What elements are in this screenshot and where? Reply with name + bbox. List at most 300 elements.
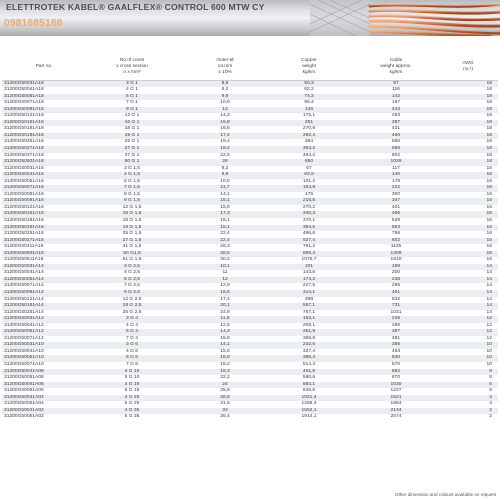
cable-weight-cell: 387 xyxy=(348,120,444,127)
copper-weight-cell: 683,1 xyxy=(270,382,348,389)
cores-cell: 5 G 16 xyxy=(124,388,140,394)
outer-diameter-cell: 24,8 xyxy=(220,309,230,315)
cable-weight-cell: 140 xyxy=(348,172,444,179)
copper-weight-cell: 154,8 xyxy=(270,185,348,192)
cores-cell: 3 G 4 xyxy=(84,316,180,323)
part-no-cell: 31200G50051A06 xyxy=(4,388,44,394)
cores-cell: 50 G 1 xyxy=(84,159,180,166)
outer-diameter-cell: 11 xyxy=(222,270,228,276)
awg-cell: 10 xyxy=(444,355,498,362)
outer-diameter-cell: 24 xyxy=(180,382,270,389)
part-no-cell: 31200G50051A14 xyxy=(2,277,84,284)
cores-cell: 61 G 1,5 xyxy=(122,257,142,263)
awg-cell: 18 xyxy=(486,100,492,106)
cable-weight-cell: 731 xyxy=(348,303,444,310)
copper-weight-cell: 365,9 xyxy=(302,335,316,341)
cores-cell: 18 G 1,5 xyxy=(122,217,142,223)
part-no-cell: 31200G50271A18 xyxy=(2,146,84,153)
copper-weight-cell: 340,3 xyxy=(270,211,348,218)
part-no-cell: 31200G50051A10 xyxy=(2,355,84,362)
outer-diameter-cell: 14,3 xyxy=(220,113,230,119)
outer-diameter-cell: 19,3 xyxy=(180,369,270,376)
footnote: Other dimension and colours available on request xyxy=(394,492,496,497)
cable-weight-cell: 496 xyxy=(348,211,444,218)
part-no-cell: 31200G50071A10 xyxy=(4,362,44,368)
copper-weight-cell: 761,2 xyxy=(302,244,316,250)
part-no-cell: 31200G50071A16 xyxy=(2,185,84,192)
part-no-cell: 31200G50191A18 xyxy=(2,133,84,140)
cable-weight-cell: 169 xyxy=(348,264,444,271)
outer-diameter-cell: 26,3 xyxy=(220,244,230,250)
outer-diameter-cell: 11,7 xyxy=(180,185,270,192)
cores-cell: 7 G 2,5 xyxy=(123,283,141,289)
part-no-cell: 31200G50071A14 xyxy=(4,283,44,289)
cores-cell: 25 G 1 xyxy=(124,139,140,145)
part-no-cell: 31200G50051A16 xyxy=(4,178,44,184)
awg-cell: 18 xyxy=(444,107,498,114)
part-no-cell: 31200G50121A16 xyxy=(4,204,44,210)
awg-cell: 6 xyxy=(489,388,492,394)
outer-diameter-cell: 31,5 xyxy=(220,401,230,407)
awg-cell: 2 xyxy=(444,408,498,415)
column-header-cores: No of cores x cross section n x mm² xyxy=(84,54,180,80)
copper-weight-cell: 62,2 xyxy=(304,87,314,93)
outer-diameter-cell: 17,4 xyxy=(180,133,270,140)
cores-cell: 5 G 25 xyxy=(124,401,140,407)
awg-cell: 18 xyxy=(444,120,498,127)
copper-weight-cell: 175,1 xyxy=(302,113,316,119)
copper-weight-cell: 1914,1 xyxy=(301,414,317,420)
cable-weight-cell: 670 xyxy=(391,362,401,368)
part-no-cell: 31200G50161A16 xyxy=(2,211,84,218)
cores-cell: 3 G 2,5 xyxy=(84,264,180,271)
awg-cell: 14 xyxy=(486,270,492,276)
cores-cell: 12 G 2,5 xyxy=(122,296,142,302)
outer-diameter-cell: 16,6 xyxy=(180,290,270,297)
part-no-cell: 31200G50051A08 xyxy=(4,375,44,381)
cores-cell: 25 G 2,5 xyxy=(122,309,142,315)
cable-weight-cell: 530 xyxy=(348,355,444,362)
cable-weight-cell: 451 xyxy=(348,290,444,297)
awg-cell: 12 xyxy=(486,322,492,328)
cable-weight-cell: 239 xyxy=(348,316,444,323)
part-no-cell: 31200G50611A16 xyxy=(4,257,44,263)
awg-cell: 16 xyxy=(444,185,498,192)
copper-weight-cell: 232,6 xyxy=(270,342,348,349)
copper-weight-cell: 560,6 xyxy=(302,375,316,381)
cable-weight-cell: 481 xyxy=(391,335,401,341)
cable-weight-cell: 293 xyxy=(391,113,401,119)
copper-weight-cell: 527,4 xyxy=(270,238,348,245)
cores-cell: 4 G 1,5 xyxy=(84,172,180,179)
cable-weight-cell: 766 xyxy=(391,231,401,237)
awg-cell: 16 xyxy=(444,251,498,258)
part-no-cell: 31200G50051A04 xyxy=(4,401,44,407)
outer-diameter-cell: 19,4 xyxy=(180,146,270,153)
awg-cell: 16 xyxy=(486,217,492,223)
cable-weight-cell: 1540 xyxy=(390,257,402,263)
part-no-cell: 31200G50371A18 xyxy=(4,152,44,158)
awg-cell: 14 xyxy=(444,303,498,310)
copper-weight-cell: 175 xyxy=(304,191,314,197)
part-no-cell: 31200G50051A02 xyxy=(4,414,44,420)
outer-diameter-cell: 22,6 xyxy=(220,152,230,158)
outer-diameter-cell: 36,4 xyxy=(220,414,230,420)
cores-cell: 9 G 1,5 xyxy=(84,198,180,205)
cores-cell: 18 G 1 xyxy=(124,126,140,132)
cable-weight-cell: 117 xyxy=(392,165,400,171)
outer-diameter-cell: 15,9 xyxy=(180,120,270,127)
copper-weight-cell: 386,4 xyxy=(270,355,348,362)
cable-weight-cell: 244 xyxy=(348,107,444,114)
copper-weight-cell: 101 xyxy=(270,264,348,271)
cores-cell: 27 G 1,5 xyxy=(84,238,180,245)
cores-cell: 5 G 1 xyxy=(84,94,180,101)
part-no-cell: 31200G50041A18 xyxy=(4,87,44,93)
awg-cell: 16 xyxy=(444,198,498,205)
column-header-awg: AWG no.¹) xyxy=(444,54,498,80)
outer-diameter-cell: 18,1 xyxy=(220,217,230,223)
cores-cell: 3 G 6 xyxy=(84,342,180,349)
copper-weight-cell: 327,4 xyxy=(302,348,316,354)
cable-weight-cell: 1030 xyxy=(348,382,444,389)
awg-cell: 18 xyxy=(444,94,498,101)
part-no-cell: 31200G50191A16 xyxy=(2,225,84,232)
cable-weight-cell: 1031 xyxy=(390,309,402,315)
copper-weight-cell: 163,1 xyxy=(270,316,348,323)
awg-cell: 14 xyxy=(444,290,498,297)
cable-weight-cell: 453 xyxy=(391,348,401,354)
cable-weight-cell: 460 xyxy=(348,133,444,140)
copper-weight-cell: 1258,3 xyxy=(301,401,317,407)
cable-weight-cell: 802 xyxy=(391,152,401,158)
outer-diameter-cell: 11,5 xyxy=(180,316,270,323)
cable-spec-table xyxy=(2,54,498,421)
copper-weight-cell: 896,4 xyxy=(270,251,348,258)
cable-illustration xyxy=(310,0,500,36)
outer-diameter-cell: 15,9 xyxy=(220,204,230,210)
awg-cell: 18 xyxy=(486,87,492,93)
awg-cell: 16 xyxy=(486,231,492,237)
cores-cell: 3 G 1,5 xyxy=(123,165,141,171)
cores-cell: 12 G 1 xyxy=(124,113,140,119)
part-no-cell: 31200G50071A18 xyxy=(4,100,44,106)
outer-diameter-cell: 9,9 xyxy=(180,172,270,179)
outer-diameter-cell: 30,2 xyxy=(220,257,230,263)
copper-weight-cell: 146 xyxy=(270,107,348,114)
awg-cell: 16 xyxy=(486,257,492,263)
copper-weight-cell: 67 xyxy=(306,165,312,171)
cable-weight-cell: 1125 xyxy=(390,244,402,250)
part-no-cell: 31200G50251A18 xyxy=(4,139,44,145)
part-no-cell: 31200G50271A16 xyxy=(2,238,84,245)
cable-weight-cell: 1029 xyxy=(348,159,444,166)
cores-cell: 5 G 35 xyxy=(124,414,140,420)
cable-weight-cell: 401 xyxy=(391,204,401,210)
cable-weight-cell: 532 xyxy=(391,296,401,302)
cores-cell: 16 G 1 xyxy=(84,120,180,127)
part-no-cell: 31200G50031A16 xyxy=(4,165,44,171)
copper-weight-cell: 514,3 xyxy=(302,362,316,368)
part-no-cell: 31200G50041A08 xyxy=(2,369,84,376)
cores-cell: 7 G 1 xyxy=(126,100,138,106)
column-header-copper-weight: Copper weight kg/km xyxy=(270,54,348,80)
outer-diameter-cell: 20,1 xyxy=(180,303,270,310)
cable-weight-cell: 289 xyxy=(391,322,401,328)
cores-cell: 12 G 1,5 xyxy=(122,204,142,210)
awg-cell: 18 xyxy=(444,159,498,166)
outer-diameter-cell: 14,3 xyxy=(180,329,270,336)
cores-cell: 5 G 6 xyxy=(84,355,180,362)
awg-cell: 18 xyxy=(486,139,492,145)
part-no-cell: 31200G50121A14 xyxy=(4,296,44,302)
copper-weight-cell: 557,1 xyxy=(270,303,348,310)
outer-diameter-cell: 18,2 xyxy=(220,362,230,368)
cores-cell: 7 G 1,5 xyxy=(84,185,180,192)
awg-cell: 14 xyxy=(444,264,498,271)
phone-watermark: 0981685188 xyxy=(4,17,63,29)
awg-cell: 10 xyxy=(444,342,498,349)
cable-weight-cell: 356 xyxy=(348,342,444,349)
copper-weight-cell: 363,2 xyxy=(270,146,348,153)
cores-cell: 4 G 35 xyxy=(84,408,180,415)
cores-cell: 4 G 4 xyxy=(126,322,138,328)
copper-weight-cell: 251,9 xyxy=(270,329,348,336)
part-no-cell: 31200G50031A14 xyxy=(2,264,84,271)
cores-cell: 7 G 6 xyxy=(126,362,138,368)
outer-diameter-cell: 22,4 xyxy=(220,231,230,237)
part-no-cell: 31200G50041A04 xyxy=(2,395,84,402)
outer-diameter-cell: 15,1 xyxy=(180,198,270,205)
cable-weight-cell: 200 xyxy=(391,270,401,276)
outer-diameter-cell: 25,9 xyxy=(220,388,230,394)
cores-cell: 16 G 1,5 xyxy=(84,211,180,218)
copper-weight-cell: 292,4 xyxy=(270,133,348,140)
cable-weight-cell: 431 xyxy=(391,126,401,132)
cores-cell: 5 G 1,5 xyxy=(123,178,141,184)
cable-weight-cell: 870 xyxy=(391,375,401,381)
part-no-cell: 31200G50121A18 xyxy=(4,113,44,119)
cable-weight-cell: 367 xyxy=(348,329,444,336)
outer-diameter-cell: 17,4 xyxy=(220,296,230,302)
part-no-cell: 31200G50041A10 xyxy=(4,348,44,354)
cores-cell: 4 G 16 xyxy=(84,382,180,389)
cores-cell: 4 G 6 xyxy=(126,348,138,354)
outer-diameter-cell: 33 xyxy=(180,408,270,415)
cores-cell: 4 G 25 xyxy=(84,395,180,402)
part-no-cell: 31200G50051A12 xyxy=(2,329,84,336)
cable-weight-cell: 682 xyxy=(348,369,444,376)
cable-weight-cell: 1864 xyxy=(390,401,402,407)
outer-diameter-cell: 14,1 xyxy=(180,342,270,349)
awg-cell: 14 xyxy=(486,296,492,302)
cable-weight-cell: 802 xyxy=(348,238,444,245)
copper-weight-cell: 83,9 xyxy=(270,172,348,179)
part-no-cell: 31200G50051A18 xyxy=(2,94,84,101)
part-no-cell: 31200G50031A18 xyxy=(2,80,84,87)
part-no-cell: 31200G50251A16 xyxy=(4,231,44,237)
awg-cell: 18 xyxy=(444,80,498,87)
copper-weight-cell: 270,2 xyxy=(302,204,316,210)
awg-cell: 18 xyxy=(444,133,498,140)
cores-cell: 37 G 1 xyxy=(124,152,140,158)
part-no-cell: 31200G50251A14 xyxy=(4,309,44,315)
outer-diameter-cell: 28,6 xyxy=(180,395,270,402)
cable-weight-cell: 2574 xyxy=(390,414,402,420)
cable-weight-cell: 236 xyxy=(348,277,444,284)
awg-cell: 14 xyxy=(486,283,492,289)
cores-cell: 8 G 1,5 xyxy=(123,191,141,197)
cores-cell: 4 G 10 xyxy=(84,369,180,376)
cable-weight-cell: 539 xyxy=(391,217,401,223)
outer-diameter-cell: 17,3 xyxy=(180,211,270,218)
cable-weight-cell: 295 xyxy=(391,283,401,289)
outer-diameter-cell: 10,6 xyxy=(220,100,230,106)
copper-weight-cell: 251 xyxy=(270,120,348,127)
copper-weight-cell: 74,3 xyxy=(270,94,348,101)
copper-weight-cell: 461,8 xyxy=(270,369,348,376)
awg-cell: 6 xyxy=(444,382,498,389)
outer-diameter-cell: 12 xyxy=(180,277,270,284)
outer-diameter-cell: 12,9 xyxy=(220,283,230,289)
awg-cell: 4 xyxy=(489,401,492,407)
cores-cell: 4 G 2,5 xyxy=(123,270,141,276)
outer-diameter-cell: 16,9 xyxy=(180,355,270,362)
awg-cell: 16 xyxy=(486,178,492,184)
copper-weight-cell: 496,6 xyxy=(302,231,316,237)
copper-weight-cell: 270,9 xyxy=(302,126,316,132)
cores-cell: 18 G 2,5 xyxy=(84,303,180,310)
cable-weight-cell: 142 xyxy=(348,94,444,101)
cable-weight-cell: 586 xyxy=(348,146,444,153)
column-header-part-no: Part no. xyxy=(2,54,84,80)
cable-weight-cell: 97 xyxy=(348,80,444,87)
copper-weight-cell: 846,6 xyxy=(302,388,316,394)
part-no-cell: 31200G50091A18 xyxy=(2,107,84,114)
column-header-outer-diameter: Outer-Ø ca.mm ± 10% xyxy=(180,54,270,80)
part-no-cell: 31200G50071A12 xyxy=(4,335,44,341)
outer-diameter-cell: 9,2 xyxy=(221,87,229,93)
part-no-cell: 31200G50501A16 xyxy=(2,251,84,258)
cores-cell: 7 G 4 xyxy=(126,335,138,341)
awg-cell: 12 xyxy=(486,335,492,341)
cable-banner xyxy=(0,0,500,36)
outer-diameter-cell: 8,5 xyxy=(180,80,270,87)
cable-weight-cell: 2134 xyxy=(348,408,444,415)
awg-cell: 18 xyxy=(486,152,492,158)
part-no-cell: 31200G50041A16 xyxy=(2,172,84,179)
part-no-cell: 31200G50181A18 xyxy=(4,126,44,132)
awg-cell: 16 xyxy=(444,238,498,245)
cable-weight-cell: 560 xyxy=(391,139,401,145)
cable-weight-cell: 553 xyxy=(348,225,444,232)
outer-diameter-cell: 18,1 xyxy=(180,225,270,232)
part-no-cell: 31200G50031A10 xyxy=(2,342,84,349)
outer-diameter-cell: 22,2 xyxy=(220,375,230,381)
awg-cell: 14 xyxy=(486,309,492,315)
awg-cell: 12 xyxy=(444,316,498,323)
part-no-cell: 31200G50041A02 xyxy=(2,408,84,415)
awg-cell: 10 xyxy=(486,348,492,354)
outer-diameter-cell: 12,5 xyxy=(220,322,230,328)
cable-weight-cell: 347 xyxy=(348,198,444,205)
cable-weight-cell: 167 xyxy=(391,100,401,106)
copper-weight-cell: 1552,1 xyxy=(270,408,348,415)
copper-weight-cell: 384,5 xyxy=(270,225,348,232)
cores-cell: 5 G 4 xyxy=(84,329,180,336)
copper-weight-cell: 650 xyxy=(270,159,348,166)
awg-cell: 2 xyxy=(489,414,492,420)
outer-diameter-cell: 13 xyxy=(180,107,270,114)
copper-weight-cell: 1075,7 xyxy=(301,257,317,263)
copper-weight-cell: 364 xyxy=(304,139,314,145)
part-no-cell: 31200G50041A14 xyxy=(4,270,44,276)
cores-cell: 9 G 2,5 xyxy=(84,290,180,297)
outer-diameter-cell: 26 xyxy=(180,159,270,166)
awg-cell: 16 xyxy=(486,244,492,250)
awg-cell: 16 xyxy=(486,191,492,197)
part-no-cell: 31200G50031A12 xyxy=(2,316,84,323)
cable-weight-cell: 1521 xyxy=(348,395,444,402)
copper-weight-cell: 96,4 xyxy=(304,100,314,106)
copper-weight-cell: 227,5 xyxy=(302,283,316,289)
awg-cell: 12 xyxy=(444,329,498,336)
outer-diameter-cell: 28,5 xyxy=(180,251,270,258)
cores-cell: 19 G 1,5 xyxy=(84,225,180,232)
table-header-row xyxy=(2,54,498,80)
product-title: ELETTROTEK KABEL® GAALFLEX® CONTROL 600 MTW CY xyxy=(6,2,265,12)
cores-cell: 25 G 1,5 xyxy=(122,231,142,237)
cores-cell: 27 G 1 xyxy=(84,146,180,153)
outer-diameter-cell: 9,9 xyxy=(180,94,270,101)
awg-cell: 18 xyxy=(486,126,492,132)
outer-diameter-cell: 19,4 xyxy=(220,139,230,145)
copper-weight-cell: 1021,4 xyxy=(270,395,348,402)
cores-cell: 4 G 1 xyxy=(126,87,138,93)
part-no-cell: 31200G50161A18 xyxy=(2,120,84,127)
column-header-cable-weight: Cable weight approx. kg/km xyxy=(348,54,444,80)
part-no-cell: 31200G50181A16 xyxy=(4,217,44,223)
awg-cell: 10 xyxy=(486,362,492,368)
awg-cell: 16 xyxy=(444,211,498,218)
copper-weight-cell: 370,1 xyxy=(302,217,316,223)
cable-weight-cell: 222 xyxy=(348,185,444,192)
part-no-cell: 31200G50081A16 xyxy=(4,191,44,197)
copper-weight-cell: 215,5 xyxy=(270,198,348,205)
part-no-cell: 31200G50181A14 xyxy=(2,303,84,310)
copper-weight-cell: 767,1 xyxy=(302,309,316,315)
awg-cell: 16 xyxy=(444,225,498,232)
awg-cell: 16 xyxy=(444,172,498,179)
copper-weight-cell: 50,3 xyxy=(270,80,348,87)
cores-cell: 9 G 1 xyxy=(84,107,180,114)
part-no-cell: 31200G50041A12 xyxy=(4,322,44,328)
outer-diameter-cell: 15,6 xyxy=(220,335,230,341)
cable-weight-cell: 1237 xyxy=(390,388,402,394)
awg-cell: 16 xyxy=(486,165,492,171)
part-no-cell: 31200G50411A16 xyxy=(4,244,44,250)
cores-cell: 3 G 1 xyxy=(84,80,180,87)
outer-diameter-cell: 9,2 xyxy=(221,165,229,171)
outer-diameter-cell: 14,1 xyxy=(220,191,230,197)
copper-weight-cell: 494,2 xyxy=(302,152,316,158)
awg-cell: 4 xyxy=(444,395,498,402)
copper-weight-cell: 208,1 xyxy=(302,322,316,328)
outer-diameter-cell: 16,6 xyxy=(220,126,230,132)
cores-cell: 41 G 1,5 xyxy=(122,244,142,250)
cable-weight-cell: 300 xyxy=(391,191,401,197)
table-row xyxy=(2,80,498,87)
